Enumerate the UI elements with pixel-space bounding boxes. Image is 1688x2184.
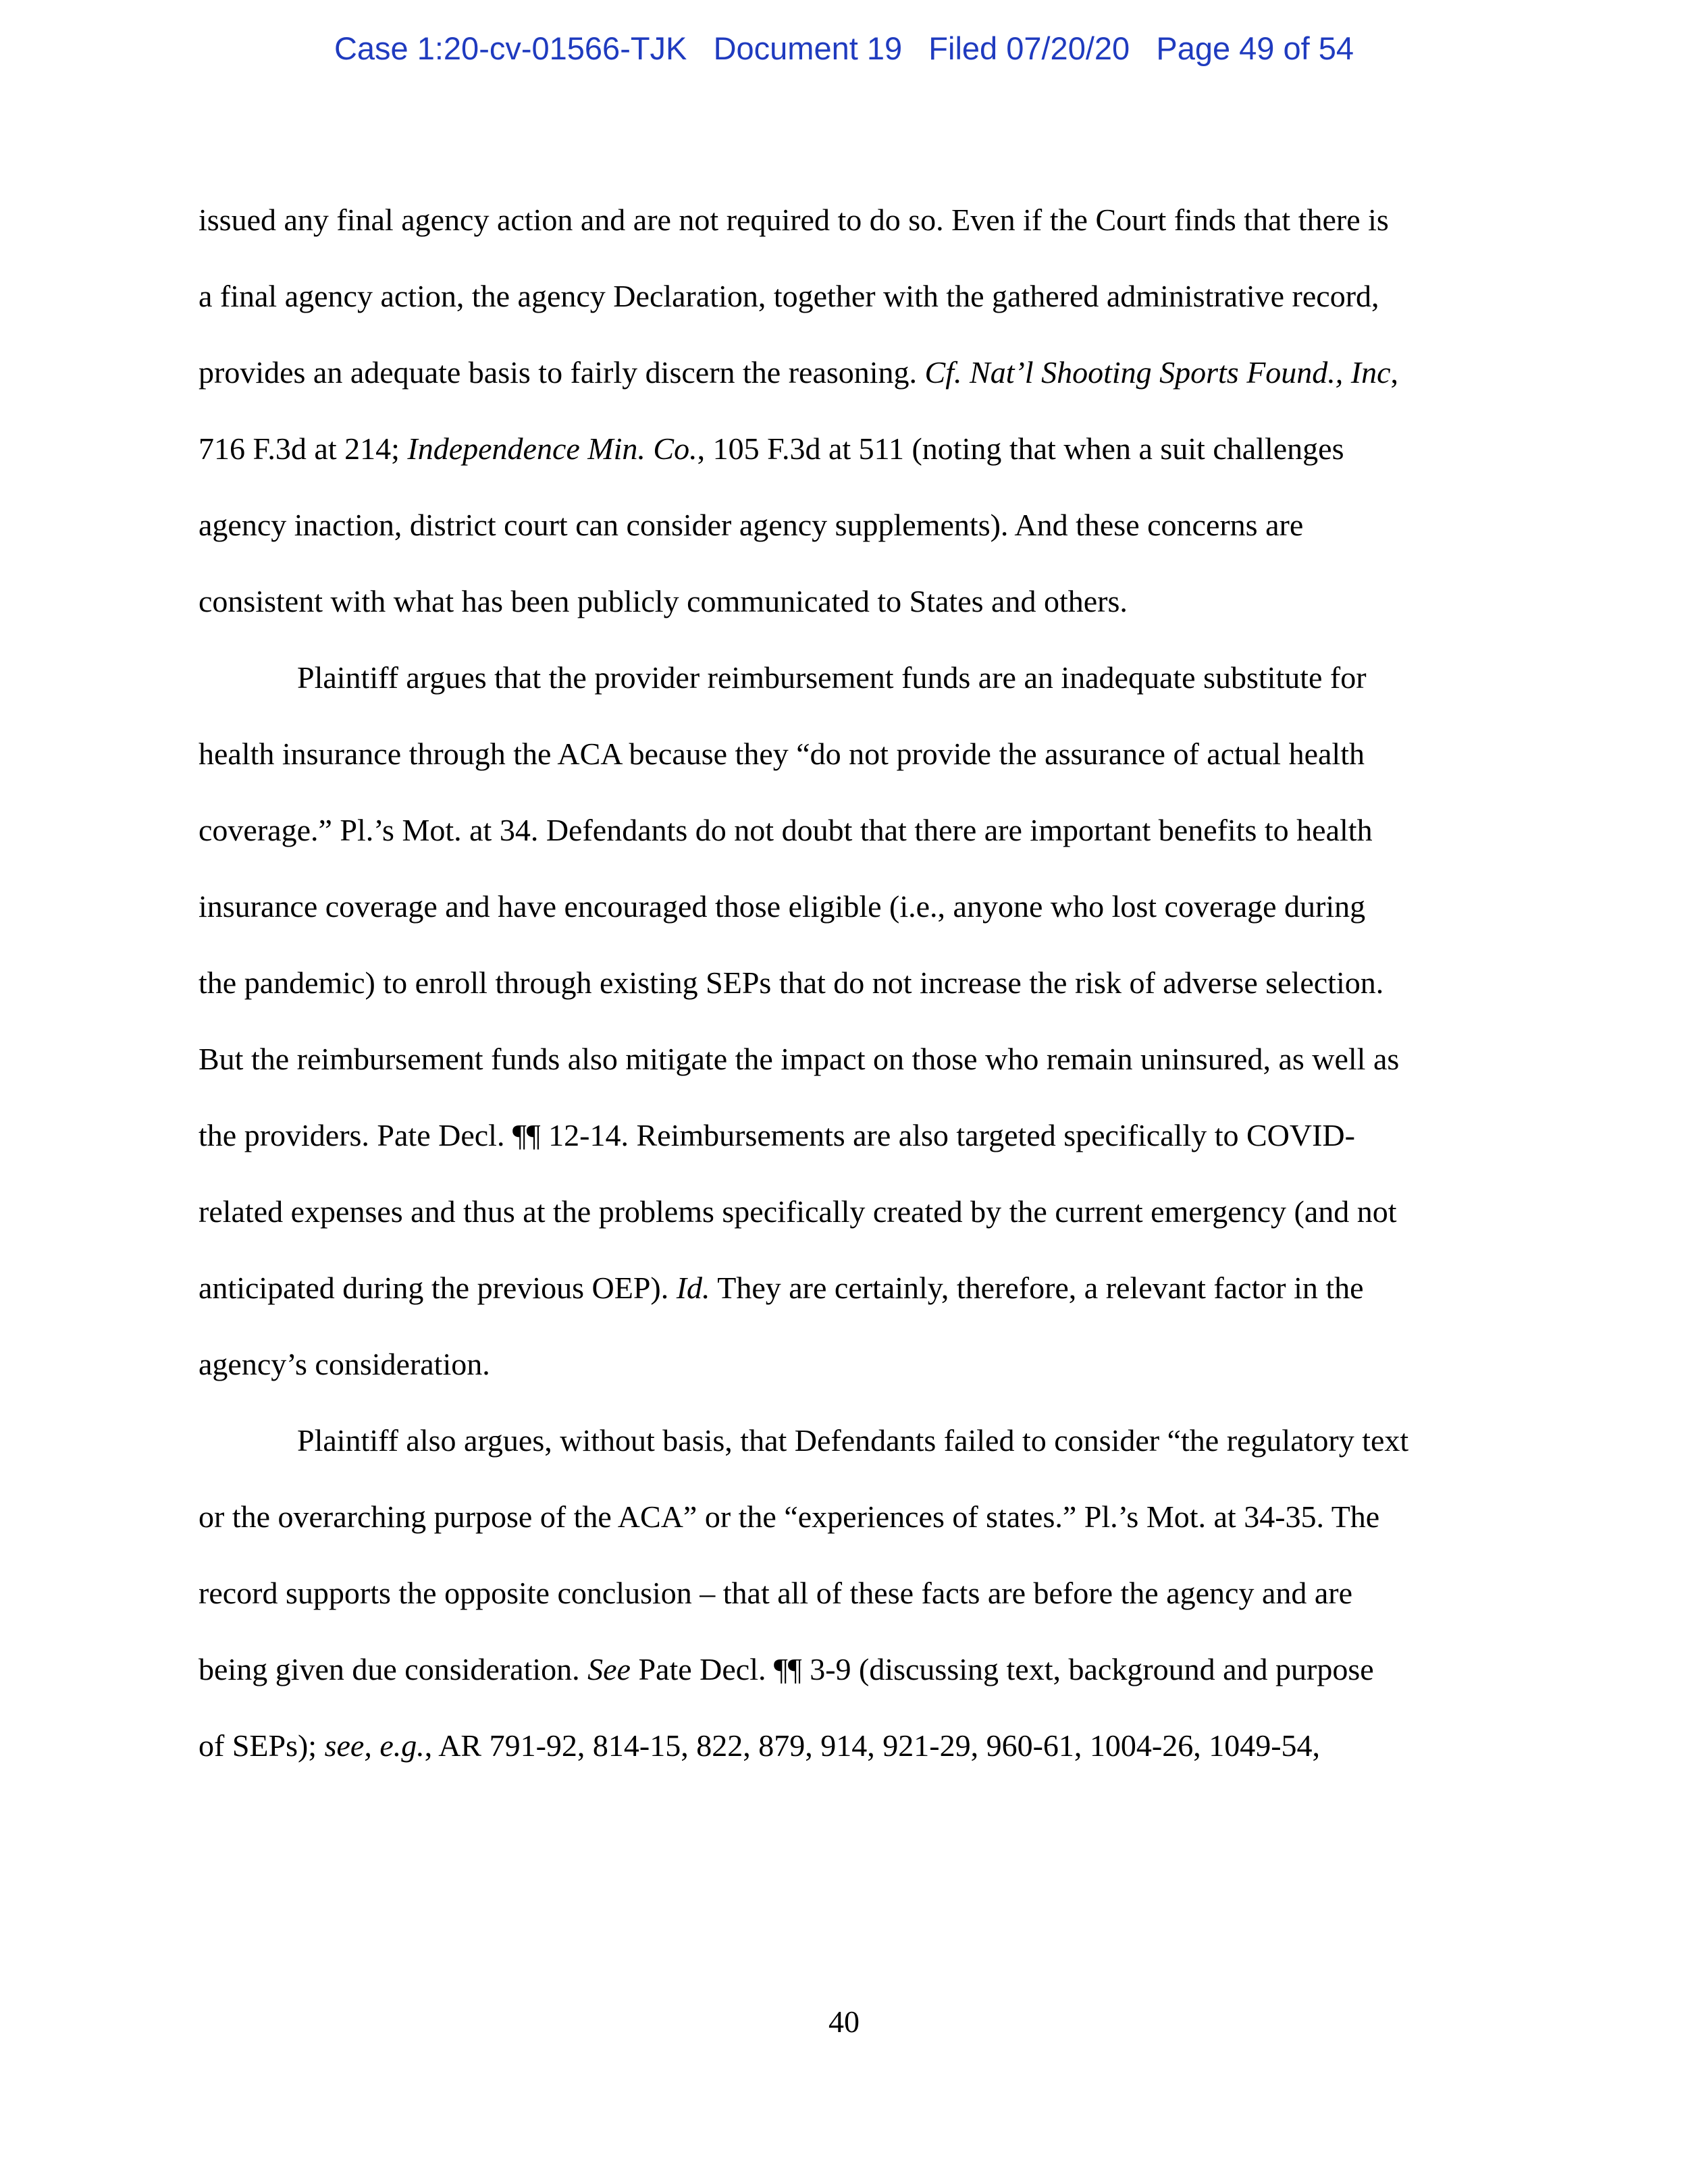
text-line: Plaintiff argues that the provider reimbursement funds are an inadequate substitute for	[297, 660, 1367, 695]
text-line: provides an adequate basis to fairly discern the reasoning. Cf. Nat’l Shooting Sports Found., Inc,	[199, 355, 1399, 390]
text-line: 716 F.3d at 214; Independence Min. Co., 105 F.3d at 511 (noting that when a suit challenges	[199, 431, 1344, 466]
text-line: of SEPs); see, e.g., AR 791-92, 814-15, 822, 879, 914, 921-29, 960-61, 1004-26, 1049-54,	[199, 1728, 1321, 1763]
ecf-filing-header: Case 1:20-cv-01566-TJK Document 19 Filed 07/20/20 Page 49 of 54	[334, 30, 1354, 66]
text-line: issued any final agency action and are not required to do so. Even if the Court finds that there is	[199, 203, 1389, 237]
text-line: the providers. Pate Decl. ¶¶ 12-14. Reimbursements are also targeted specifically to COVID-	[199, 1118, 1355, 1152]
case-citation: Id.	[676, 1271, 710, 1305]
text-line: health insurance through the ACA because they “do not provide the assurance of actual health	[199, 737, 1365, 771]
case-citation: Cf. Nat’l Shooting Sports Found., Inc	[924, 355, 1391, 390]
text-line: consistent with what has been publicly communicated to States and others.	[199, 584, 1128, 618]
text-line: Plaintiff also argues, without basis, that Defendants failed to consider “the regulatory text	[297, 1423, 1409, 1458]
text-line: a final agency action, the agency Declaration, together with the gathered administrative record,	[199, 279, 1379, 313]
text-line: coverage.” Pl.’s Mot. at 34. Defendants do not doubt that there are important benefits to health	[199, 813, 1373, 847]
text-line: insurance coverage and have encouraged those eligible (i.e., anyone who lost coverage during	[199, 889, 1366, 924]
text-line: being given due consideration. See Pate Decl. ¶¶ 3-9 (discussing text, background and purpose	[199, 1652, 1374, 1686]
text-line: agency inaction, district court can consider agency supplements). And these concerns are	[199, 508, 1304, 542]
text-line: anticipated during the previous OEP). Id. They are certainly, therefore, a relevant factor in the	[199, 1271, 1364, 1305]
text-line: record supports the opposite conclusion – that all of these facts are before the agency and are	[199, 1576, 1353, 1610]
citation-signal: See	[587, 1652, 631, 1686]
case-citation: Independence Min. Co.	[407, 431, 697, 466]
text-line: agency’s consideration.	[199, 1347, 490, 1381]
text-line: or the overarching purpose of the ACA” or the “experiences of states.” Pl.’s Mot. at 34-35. The	[199, 1499, 1380, 1534]
text-line: But the reimbursement funds also mitigate the impact on those who remain uninsured, as well as	[199, 1042, 1400, 1076]
citation-signal: see, e.g.	[324, 1728, 425, 1763]
text-line: the pandemic) to enroll through existing SEPs that do not increase the risk of adverse selection.	[199, 965, 1384, 1000]
text-line: related expenses and thus at the problems specifically created by the current emergency (and not	[199, 1194, 1397, 1229]
page-number: 40	[828, 2004, 860, 2039]
